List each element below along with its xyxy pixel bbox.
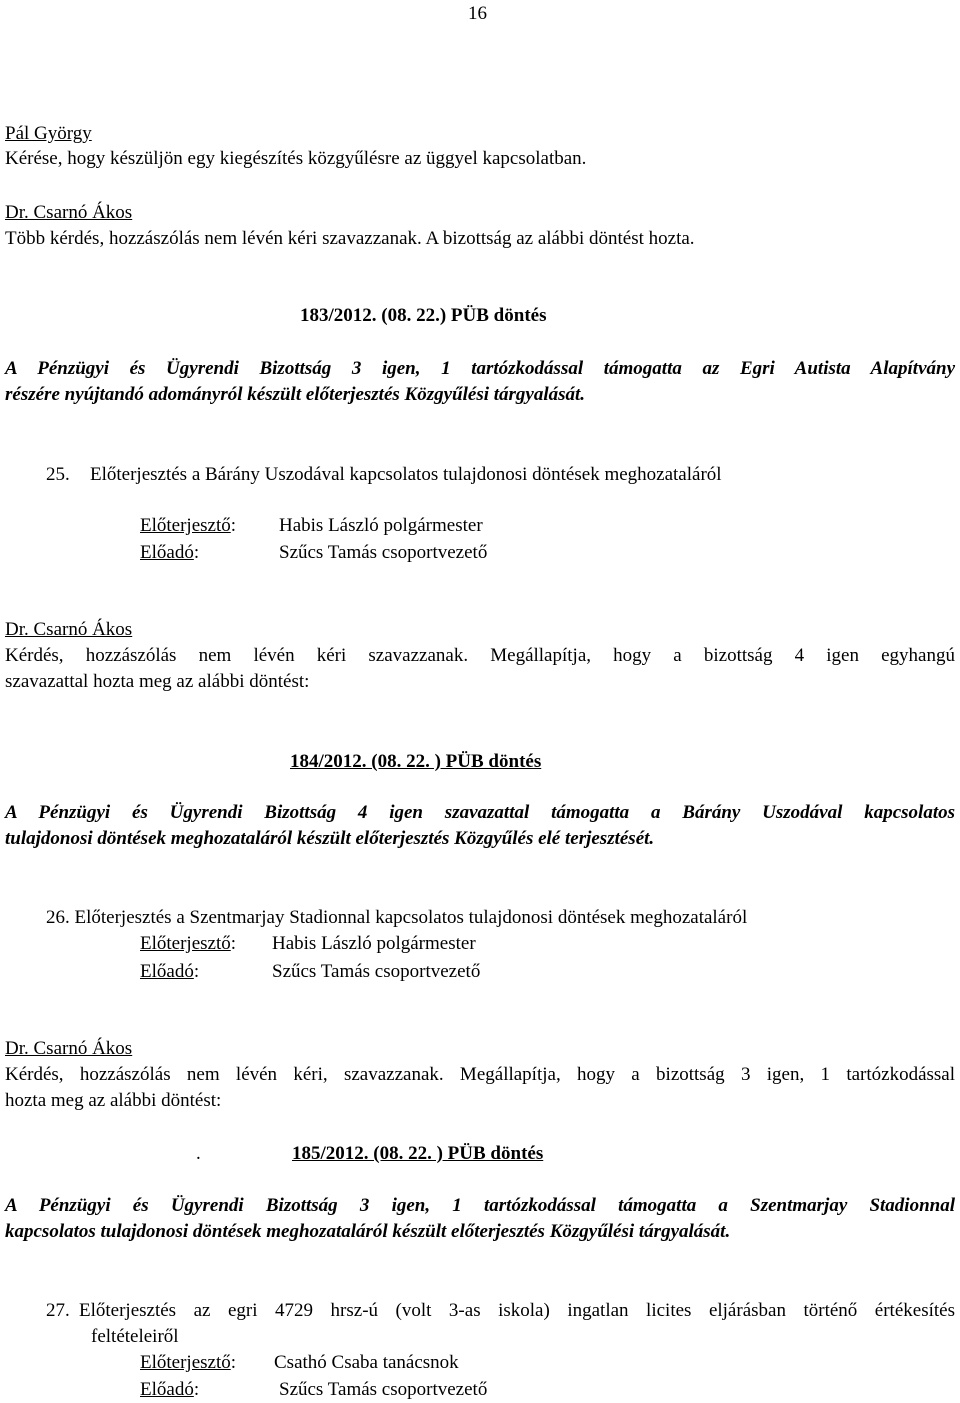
presenter-label: Előterjesztő — [140, 515, 231, 536]
speaker-label: Előadó — [140, 542, 194, 563]
presenter-row — [140, 1353, 236, 1372]
speaker-row — [140, 543, 199, 562]
paragraph: Kérdés, hozzászólás nem lévén kéri, szavazzanak. Megállapítja, hogy a bizottság 3 igen, 1 tartózkodással — [5, 1064, 955, 1085]
speaker-name: Pál György — [5, 123, 92, 144]
speaker-value: Szűcs Tamás csoportvezető — [272, 961, 481, 982]
speaker-label: Előadó — [140, 1379, 194, 1400]
agenda-item-title: 26. Előterjesztés a Szentmarjay Stadionnal kapcsolatos tulajdonosi döntések meghozataláról — [46, 907, 748, 928]
presenter-row — [140, 516, 236, 535]
presenter-label: Előterjesztő — [140, 1352, 231, 1373]
speaker-name: Dr. Csarnó Ákos — [5, 619, 133, 640]
decision-title: 184/2012. (08. 22. ) PÜB döntés — [290, 751, 542, 772]
paragraph: Kérdés, hozzászólás nem lévén kéri szavazzanak. Megállapítja, hogy a bizottság 4 igen egyhangú — [5, 645, 955, 666]
speaker-value: Szűcs Tamás csoportvezető — [279, 542, 488, 563]
agenda-item-number: 27. — [46, 1300, 70, 1321]
speaker-name: Dr. Csarnó Ákos — [5, 1038, 133, 1059]
agenda-item-number: 25. — [46, 464, 70, 485]
paragraph: Több kérdés, hozzászólás nem lévén kéri szavazzanak. A bizottság az alábbi döntést hozta. — [5, 228, 695, 249]
speaker-colon: : — [193, 1379, 200, 1400]
paragraph: hozta meg az alábbi döntést: — [5, 1090, 222, 1111]
decision-text: A Pénzügyi és Ügyrendi Bizottság 4 igen szavazattal támogatta a Bárány Uszodával kapcsolatos — [5, 802, 955, 823]
presenter-label: Előterjesztő — [140, 933, 231, 954]
speaker-row — [140, 1380, 199, 1399]
presenter-value: Habis László polgármester — [272, 933, 476, 954]
decision-dot: . — [196, 1143, 201, 1164]
decision-text: A Pénzügyi és Ügyrendi Bizottság 3 igen, 1 tartózkodással támogatta a Szentmarjay Stadionnal — [5, 1195, 955, 1216]
decision-title: 183/2012. (08. 22.) PÜB döntés — [300, 305, 547, 326]
agenda-item-title: feltételeiről — [91, 1326, 179, 1347]
speaker-value: Szűcs Tamás csoportvezető — [279, 1379, 488, 1400]
presenter-value: Csathó Csaba tanácsnok — [274, 1352, 459, 1373]
speaker-name: Dr. Csarnó Ákos — [5, 202, 133, 223]
speaker-row — [140, 962, 199, 981]
speaker-label: Előadó — [140, 961, 194, 982]
agenda-item-title: Előterjesztés az egri 4729 hrsz-ú (volt 3-as iskola) ingatlan licites eljárásban történő értékesítés — [79, 1300, 955, 1321]
presenter-row — [140, 934, 236, 953]
decision-text: részére nyújtandó adományról készült előterjesztés Közgyűlési tárgyalását. — [5, 384, 586, 405]
page-number: 16 — [468, 3, 487, 24]
presenter-value: Habis László polgármester — [279, 515, 483, 536]
presenter-colon: : — [230, 515, 237, 536]
decision-text: tulajdonosi döntések meghozataláról készült előterjesztés Közgyűlés elé terjesztését. — [5, 828, 655, 849]
decision-text: A Pénzügyi és Ügyrendi Bizottság 3 igen, 1 tartózkodással támogatta az Egri Autista Alapítvány — [5, 358, 955, 379]
decision-text: kapcsolatos tulajdonosi döntések meghozataláról készült előterjesztés Közgyűlési tárgyalását. — [5, 1221, 731, 1242]
paragraph: Kérése, hogy készüljön egy kiegészítés közgyűlésre az üggyel kapcsolatban. — [5, 148, 587, 169]
speaker-colon: : — [193, 961, 200, 982]
presenter-colon: : — [230, 933, 237, 954]
agenda-item-title: Előterjesztés a Bárány Uszodával kapcsolatos tulajdonosi döntések meghozataláról — [90, 464, 722, 485]
presenter-colon: : — [230, 1352, 237, 1373]
paragraph: szavazattal hozta meg az alábbi döntést: — [5, 671, 310, 692]
speaker-colon: : — [193, 542, 200, 563]
decision-title: 185/2012. (08. 22. ) PÜB döntés — [292, 1143, 544, 1164]
